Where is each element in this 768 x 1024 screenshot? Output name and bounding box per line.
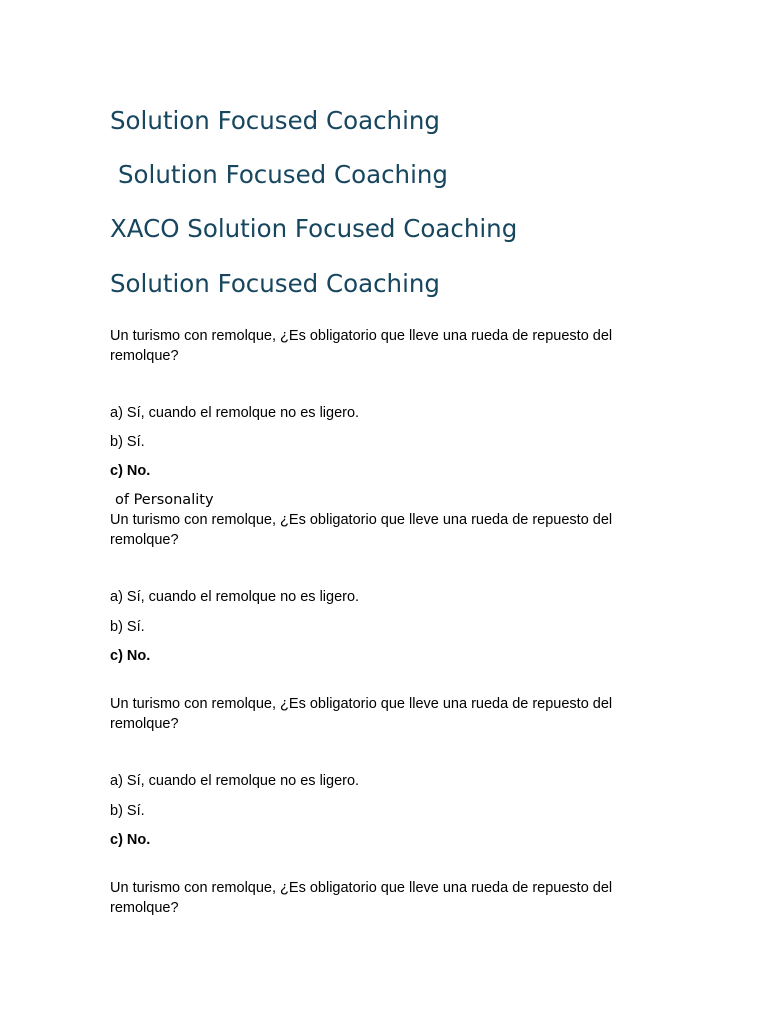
answer-c-1 [110,462,150,482]
question-3 [110,695,670,734]
answer-a-2: a) Sí, cuando el remolque no es ligero. [110,589,360,605]
heading-4: Solution Focused Coaching [110,269,440,298]
answer-c-2 [110,647,150,667]
question-text: Un turismo con remolque, ¿Es obligatorio que lleve una rueda de repuesto del remolque? [110,696,613,732]
answer-c-text: c) No. [110,832,151,848]
question-2 [110,511,670,550]
answer-b-2: b) Sí. [110,619,145,635]
answer-c-text: c) No. [110,648,151,664]
question-text: Un turismo con remolque, ¿Es obligatorio que lleve una rueda de repuesto del remolque? [110,512,613,548]
heading-3: XACO Solution Focused Coaching [110,214,518,243]
heading-2: Solution Focused Coaching [118,160,448,189]
heading-1: Solution Focused Coaching [110,106,440,135]
answer-a-1: a) Sí, cuando el remolque no es ligero. [110,405,360,421]
question-4 [110,879,670,918]
answer-c-text: c) No. [110,463,151,479]
answer-b-3: b) Sí. [110,803,145,819]
answer-a-3: a) Sí, cuando el remolque no es ligero. [110,773,360,789]
question-text: Un turismo con remolque, ¿Es obligatorio que lleve una rueda de repuesto del remolque? [110,880,613,916]
question-text: Un turismo con remolque, ¿Es obligatorio que lleve una rueda de repuesto del remolque? [110,328,613,364]
subtitle: of Personality [115,492,214,508]
answer-b-1: b) Sí. [110,434,145,450]
answer-c-3 [110,831,150,851]
question-1 [110,327,670,366]
